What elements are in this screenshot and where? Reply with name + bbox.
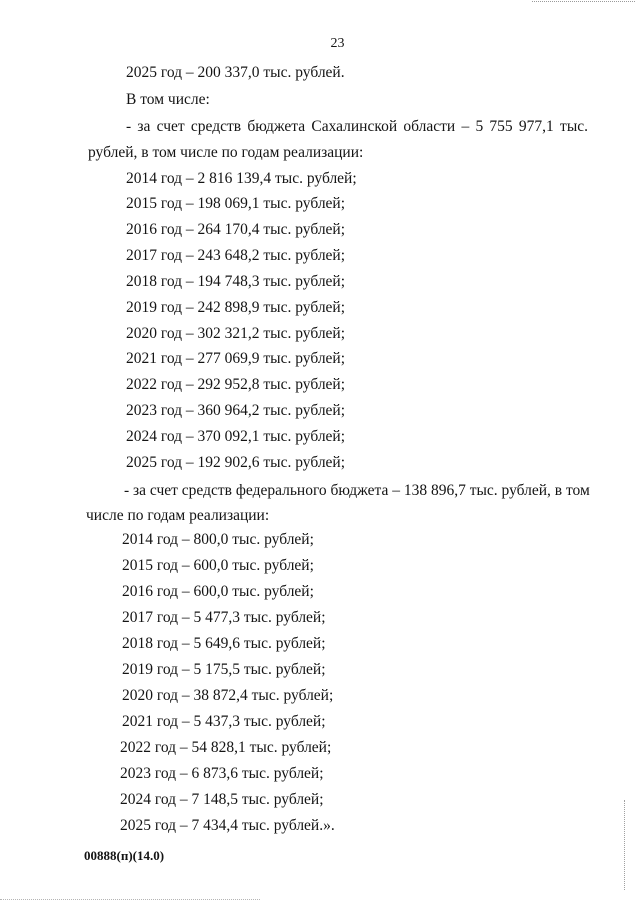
text-line: В том числе: (126, 91, 210, 108)
document-code: 00888(п)(14.0) (84, 848, 165, 863)
text-line: рублей, в том числе по годам реализации: (88, 144, 364, 161)
text-line: 2017 год – 5 477,3 тыс. рублей; (122, 609, 326, 626)
text-line: 2014 год – 800,0 тыс. рублей; (122, 531, 314, 548)
text-line: 2021 год – 5 437,3 тыс. рублей; (122, 713, 326, 730)
text-line: 2023 год – 6 873,6 тыс. рублей; (120, 765, 324, 782)
text-line: 2019 год – 242 898,9 тыс. рублей; (126, 299, 346, 316)
text-line: числе по годам реализации: (86, 507, 270, 524)
text-line: 2024 год – 370 092,1 тыс. рублей; (126, 428, 346, 445)
text-line: 2014 год – 2 816 139,4 тыс. рублей; (126, 170, 357, 187)
text-line: - за счет средств федерального бюджета – 138 896,7 тыс. рублей, в том (124, 482, 590, 499)
text-line: 2025 год – 200 337,0 тыс. рублей. (126, 64, 345, 81)
text-line: 2022 год – 54 828,1 тыс. рублей; (120, 739, 332, 756)
scan-edge-right (624, 800, 626, 890)
text-line: 2021 год – 277 069,9 тыс. рублей; (126, 350, 346, 367)
text-line: 2020 год – 302 321,2 тыс. рублей; (126, 325, 346, 342)
text-line: 2023 год – 360 964,2 тыс. рублей; (126, 402, 346, 419)
text-line: - за счет средств бюджета Сахалинской области – 5 755 977,1 тыс. (126, 118, 588, 135)
text-line: 2024 год – 7 148,5 тыс. рублей; (120, 791, 324, 808)
scan-edge-bottom (0, 899, 260, 902)
text-line: 2022 год – 292 952,8 тыс. рублей; (126, 376, 346, 393)
text-line: 2019 год – 5 175,5 тыс. рублей; (122, 661, 326, 678)
text-line: 2020 год – 38 872,4 тыс. рублей; (122, 687, 334, 704)
text-line: 2025 год – 192 902,6 тыс. рублей; (126, 454, 346, 471)
text-line: 2016 год – 600,0 тыс. рублей; (122, 583, 314, 600)
text-line: 2025 год – 7 434,4 тыс. рублей.». (120, 817, 335, 834)
text-line: 2018 год – 194 748,3 тыс. рублей; (126, 273, 346, 290)
text-line: 2015 год – 600,0 тыс. рублей; (122, 557, 314, 574)
text-line: 2015 год – 198 069,1 тыс. рублей; (126, 195, 346, 212)
text-line: 2018 год – 5 649,6 тыс. рублей; (122, 635, 326, 652)
page-number: 23 (330, 36, 345, 51)
scan-edge-top (532, 1, 635, 4)
text-line: 2017 год – 243 648,2 тыс. рублей; (126, 247, 346, 264)
text-line: 2016 год – 264 170,4 тыс. рублей; (126, 221, 346, 238)
